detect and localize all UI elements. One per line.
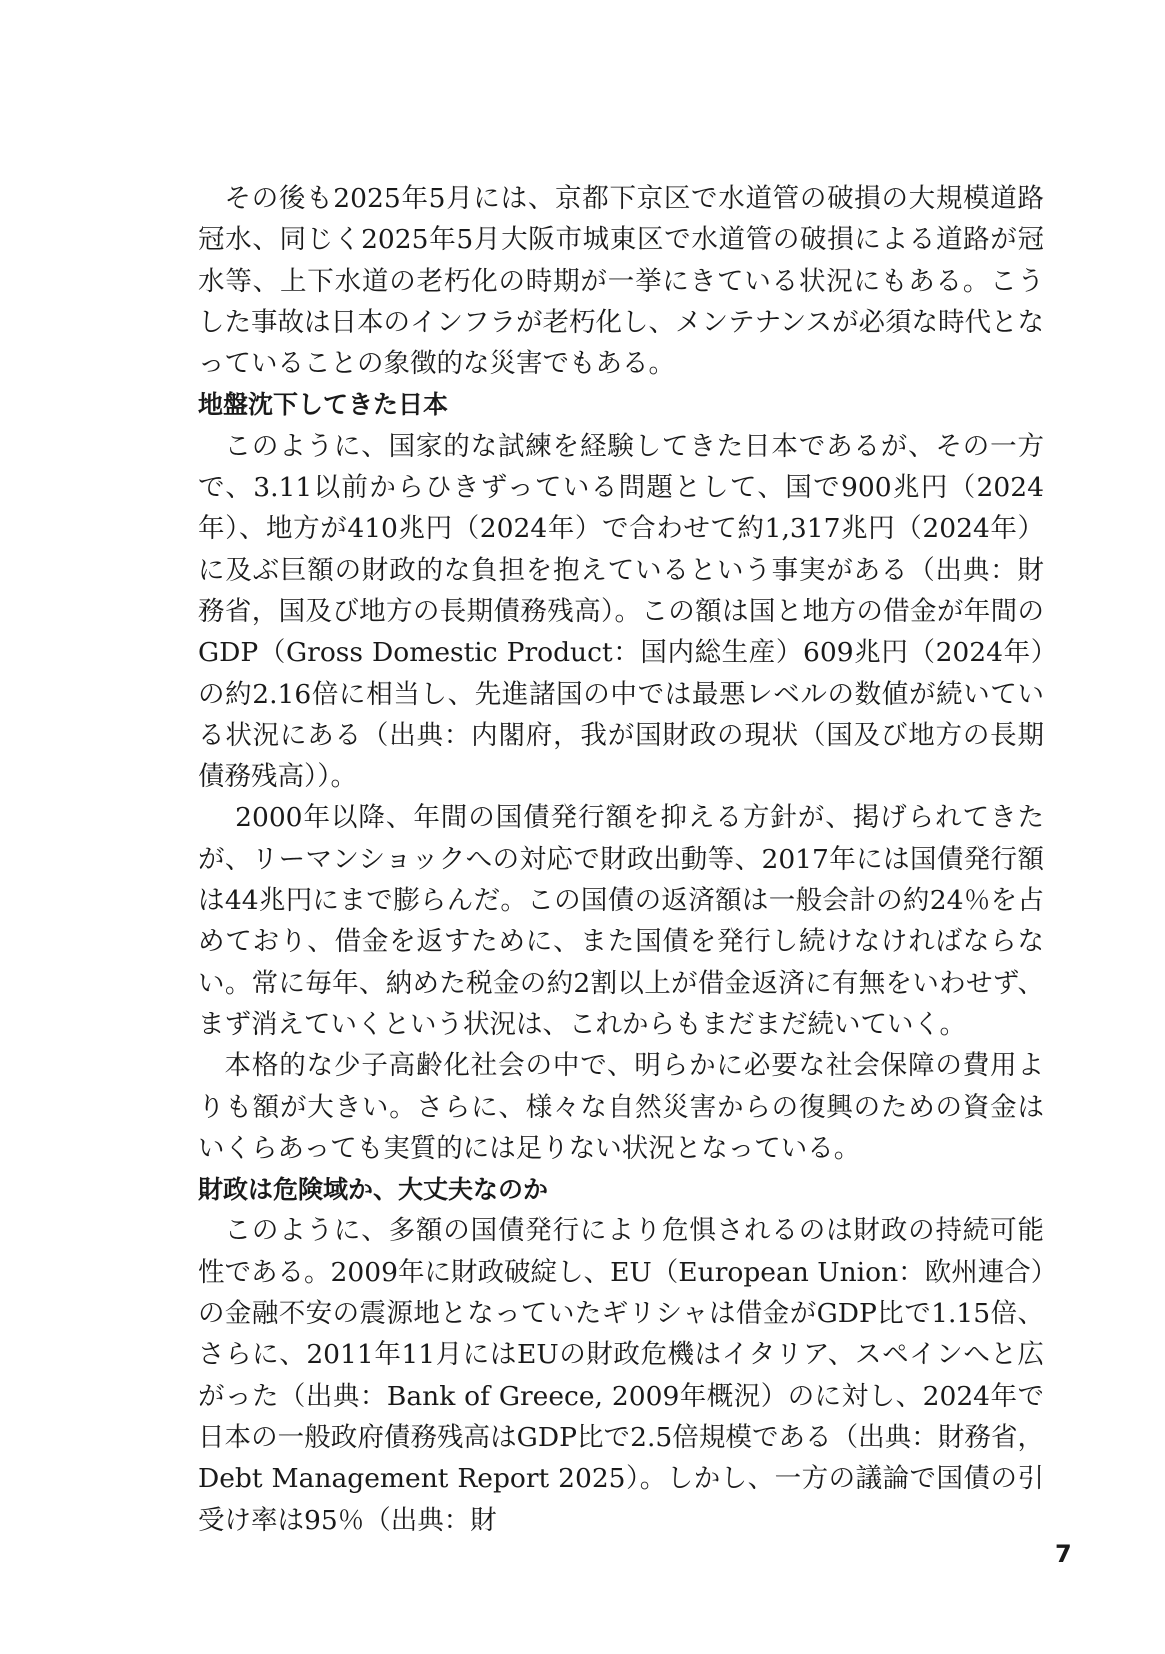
section-heading-japan-sinking: 地盤沈下してきた日本 <box>198 390 449 420</box>
paragraph-water-main-accidents: その後も2025年5月には、京都下京区で水道管の破損の大規模道路冠水、同じく2025年5月大阪市城東区で水道管の破損による道路が冠水等、上下水道の老朽化の時期が一挙にきている状況にもある。こうした事故は日本のインフラが老朽化し、メンテナンスが必須な時代となっていることの象徴的な災害でもある。 <box>198 183 1044 380</box>
section-heading-fiscal-danger: 財政は危険域か、大丈夫なのか <box>198 1175 549 1205</box>
paragraph-national-debt: このように、国家的な試練を経験してきた日本であるが、その一方で、3.11以前からひきずっている問題として、国で900兆円（2024年）、地方が410兆円（2024年）で合わせて約1,317兆円（2024年）に及ぶ巨額の財政的な負担を抱えているという事実がある（出典：財務省，国及び地方の長期債務残高）。この額は国と地方の借金が年間のGDP（Gross Domestic Product：国内総生産）609兆円（2024年）の約2.16倍に相当し、先進諸国の中では最悪レベルの数値が続いている状況にある（出典：内閣府，我が国財政の現状（国及び地方の長期債務残高））。 <box>198 430 1044 793</box>
page-body <box>198 178 1044 1541</box>
paragraph-fiscal-sustainability: このように、多額の国債発行により危惧されるのは財政の持続可能性である。2009年に財政破綻し、EU（European Union：欧州連合）の金融不安の震源地となっていたギリシャは借金がGDP比で1.15倍、さらに、2011年11月にはEUの財政危機はイタリア、スペインへと広がった（出典：Bank of Greece, 2009年概況）のに対し、2024年で日本の一般政府債務残高はGDP比で2.5倍規模である（出典：財務省，Debt Management Report 2025）。しかし、一方の議論で国債の引受け率は95％（出典：財 <box>198 1215 1044 1536</box>
paragraph-bond-issuance: 2000年以降、年間の国債発行額を抑える方針が、掲げられてきたが、リーマンショックへの対応で財政出動等、2017年には国債発行額は44兆円にまで膨らんだ。この国債の返済額は一般会計の約24％を占めており、借金を返すために、また国債を発行し続けなければならない。常に毎年、納めた税金の約2割以上が借金返済に有無をいわせず、まず消えていくという状況は、これからもまだまだ続いていく。 <box>198 802 1044 1040</box>
paragraph-social-security: 本格的な少子高齢化社会の中で、明らかに必要な社会保障の費用よりも額が大きい。さらに、様々な自然災害からの復興のための資金はいくらあっても実質的には足りない状況となっている。 <box>198 1050 1044 1164</box>
page-number: 7 <box>1055 1540 1072 1568</box>
